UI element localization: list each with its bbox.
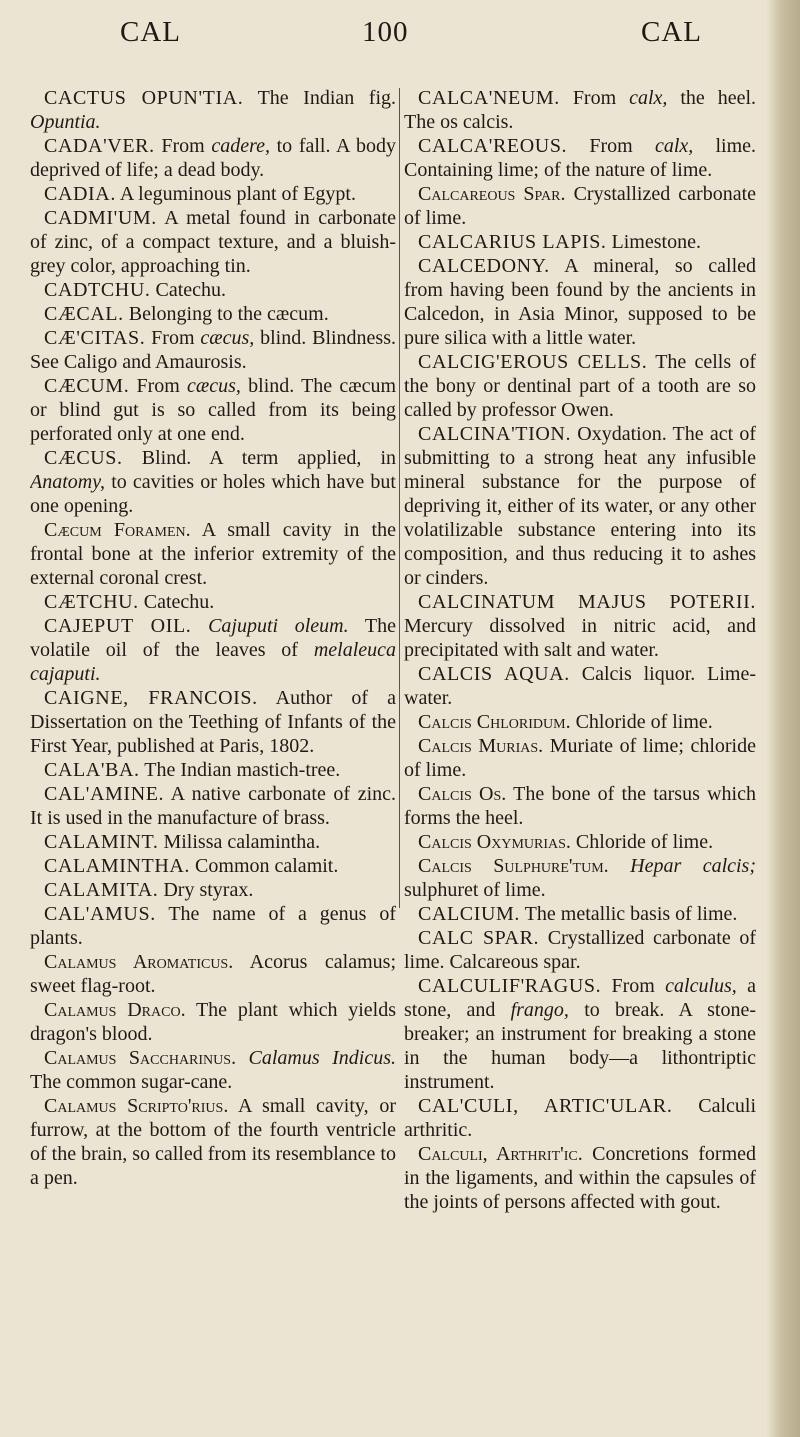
entry-text: The name of a genus of plants. <box>30 903 396 949</box>
entry-headword: CALA'BA. <box>44 759 140 781</box>
entry-text: Calcis liquor. Lime-water. <box>404 663 756 709</box>
entry-headword: CALCA'REOUS. <box>418 135 568 157</box>
entry-text: The plant which yields dragon's blood. <box>30 999 396 1045</box>
dictionary-entry <box>404 134 756 182</box>
entry-headword: CAL'AMINE. <box>44 783 165 805</box>
entry-text: The cells of the bony or dentinal part of a tooth are so called by professor Owen. <box>404 351 756 421</box>
dictionary-entry <box>30 302 396 326</box>
dictionary-entry <box>404 230 756 254</box>
entry-text: Blind. A term applied, in <box>141 447 396 469</box>
entry-italic-term: calx, <box>629 87 668 109</box>
entry-italic-term: Hepar calcis; <box>630 855 756 877</box>
entry-subheadword: Calamus Scripto'rius. <box>44 1095 229 1117</box>
entry-text: blind. The cæcum or blind gut is so called from its being perforated only at one end. <box>30 375 396 445</box>
entry-text: From <box>611 975 655 997</box>
entry-text: Chloride of lime. <box>575 831 714 853</box>
entry-text: From <box>161 135 205 157</box>
entry-text: lime. Containing lime; of the nature of lime. <box>404 135 756 181</box>
entry-subheadword: Cæcum Foramen. <box>44 519 191 541</box>
entry-text: The Indian mastich-tree. <box>144 759 341 781</box>
entry-text: Acorus calamus; sweet flag-root. <box>30 951 396 997</box>
entry-headword: CÆCUM. <box>44 375 130 397</box>
dictionary-entry <box>30 590 396 614</box>
dictionary-entry <box>404 854 756 902</box>
entry-headword: CALCINA'TION. <box>418 423 572 445</box>
entry-italic-term: calx, <box>654 135 694 157</box>
entry-text: The metallic basis of lime. <box>524 903 738 925</box>
dictionary-entry <box>30 782 396 830</box>
entry-headword: CAJEPUT OIL. <box>44 615 192 637</box>
entry-headword: CÆCUS. <box>44 447 123 469</box>
entry-headword: CALCULIF'RAGUS. <box>418 975 602 997</box>
entry-subheadword: Calamus Draco. <box>44 999 186 1021</box>
entry-text: The common sugar-cane. <box>30 1071 233 1093</box>
entry-text: Mercury dissolved in nitric acid, and precipitated with salt and water. <box>404 615 756 661</box>
dictionary-entry <box>30 854 396 878</box>
entry-text: A mineral, so called from having been found by the ancients in Calcedon, in Asia Minor, supposed to be pure silica with a little water. <box>404 255 756 349</box>
entry-text: A metal found in carbonate of zinc, of a compact texture, and a bluish-grey color, approaching tin. <box>30 207 396 277</box>
dictionary-entry <box>404 902 756 926</box>
dictionary-entry <box>30 86 396 134</box>
dictionary-entry <box>30 1046 396 1094</box>
entry-text: Muriate of lime; chloride of lime. <box>404 735 756 781</box>
entry-headword: CAL'CULI, ARTIC'ULAR. <box>418 1095 673 1117</box>
entry-text: From <box>589 135 633 157</box>
dictionary-entry <box>404 974 756 1094</box>
entry-headword: CALCEDONY. <box>418 255 550 277</box>
entry-text: Concretions formed in the ligaments, and within the capsules of the joints of persons affected with gout. <box>404 1143 756 1213</box>
entry-text: The Indian fig. <box>257 87 396 109</box>
dictionary-entry <box>30 902 396 950</box>
dictionary-entry <box>30 950 396 998</box>
dictionary-entry <box>30 878 396 902</box>
dictionary-entry <box>30 686 396 758</box>
entry-text: Oxydation. The act of submitting to a strong heat any infusible mineral substance for the purpose of depriving it, either of its water, or any other volatilizable substance entering into its composition, and thus reducing it to ashes or cinders. <box>404 423 756 589</box>
entry-headword: CAIGNE, FRANCOIS. <box>44 687 258 709</box>
entry-text: Belonging to the cæcum. <box>128 303 329 325</box>
entry-headword: CADMI'UM. <box>44 207 157 229</box>
entry-text: to break. A stone-breaker; an instrument for breaking a stone in the human body—a lithontriptic instrument. <box>404 999 756 1093</box>
entry-text: Milissa calamintha. <box>163 831 321 853</box>
header-left-guide-word: CAL <box>120 16 181 48</box>
dictionary-entry <box>404 710 756 734</box>
dictionary-entry <box>404 182 756 230</box>
entry-text: From <box>151 327 195 349</box>
right-column <box>404 86 756 1406</box>
entry-subheadword: Calcis Chloridum. <box>418 711 571 733</box>
dictionary-entry <box>404 590 756 662</box>
entry-italic-term: cæcus, <box>200 327 255 349</box>
entry-text: Calculi arthritic. <box>404 1095 756 1141</box>
entry-headword: CALCA'NEUM. <box>418 87 560 109</box>
dictionary-entry <box>404 1094 756 1142</box>
entry-italic-term: frango, <box>510 999 569 1021</box>
left-column <box>30 86 396 1406</box>
entry-text: The bone of the tarsus which forms the heel. <box>404 783 756 829</box>
entry-text: blind. Blindness. See Caligo and Amaurosis. <box>30 327 396 373</box>
entry-text: sulphuret of lime. <box>404 879 546 901</box>
entry-text: A native carbonate of zinc. It is used in the manufacture of brass. <box>30 783 396 829</box>
entry-text: Dry styrax. <box>163 879 254 901</box>
dictionary-entry <box>404 662 756 710</box>
entry-subheadword: Calculi, Arthrit'ic. <box>418 1143 583 1165</box>
entry-headword: CALCARIUS LAPIS. <box>418 231 607 253</box>
entry-headword: CÆTCHU. <box>44 591 139 613</box>
entry-headword: CALAMINTHA. <box>44 855 191 877</box>
entry-text: to cavities or holes which have but one opening. <box>30 471 396 517</box>
dictionary-entry <box>30 278 396 302</box>
entry-italic-term: cadere, <box>211 135 270 157</box>
entry-subheadword: Calcis Oxymurias. <box>418 831 571 853</box>
dictionary-entry <box>404 926 756 974</box>
dictionary-entry <box>30 758 396 782</box>
entry-text: a stone, and <box>404 975 756 1021</box>
dictionary-entry <box>30 374 396 446</box>
entry-italic-term: Calamus Indicus. <box>248 1047 396 1069</box>
entry-text: Crystallized carbonate of lime. Calcareous spar. <box>404 927 756 973</box>
dictionary-entry <box>30 518 396 590</box>
dictionary-entry <box>30 134 396 182</box>
entry-subheadword: Calcis Os. <box>418 783 507 805</box>
dictionary-entry <box>30 446 396 518</box>
dictionary-entry <box>30 1094 396 1190</box>
dictionary-entry <box>30 998 396 1046</box>
entry-text: A leguminous plant of Egypt. <box>119 183 356 205</box>
entry-headword: CALCIG'EROUS CELLS. <box>418 351 648 373</box>
dictionary-entry <box>30 326 396 374</box>
entry-subheadword: Calamus Saccharinus. <box>44 1047 237 1069</box>
entry-italic-term: calculus, <box>665 975 737 997</box>
entry-text: Crystallized carbonate of lime. <box>404 183 756 229</box>
entry-text: Catechu. <box>155 279 227 301</box>
entry-text: the heel. The os calcis. <box>404 87 756 133</box>
entry-headword: CALCINATUM MAJUS POTERII. <box>418 591 756 613</box>
entry-text: Author of a Dissertation on the Teething of Infants of the First Year, published at Paris, 1802. <box>30 687 396 757</box>
entry-subheadword: Calcareous Spar. <box>418 183 566 205</box>
dictionary-entry <box>404 734 756 782</box>
entry-headword: CALCIS AQUA. <box>418 663 570 685</box>
entry-italic-term: Anatomy, <box>30 471 105 493</box>
entry-text: Catechu. <box>143 591 215 613</box>
entry-text: Chloride of lime. <box>575 711 713 733</box>
entry-headword: CALCIUM. <box>418 903 521 925</box>
entry-headword: CADA'VER. <box>44 135 155 157</box>
entry-subheadword: Calcis Murias. <box>418 735 544 757</box>
entry-subheadword: Calamus Aromaticus. <box>44 951 234 973</box>
running-header <box>0 16 760 56</box>
entry-text: From <box>572 87 617 109</box>
dictionary-entry <box>404 422 756 590</box>
entry-text: Limestone. <box>611 231 701 253</box>
entry-headword: CADTCHU. <box>44 279 151 301</box>
entry-text: A small cavity in the frontal bone at the inferior extremity of the external coronal crest. <box>30 519 396 589</box>
dictionary-entry <box>30 830 396 854</box>
column-divider <box>399 88 400 908</box>
dictionary-entry <box>404 1142 756 1214</box>
entry-headword: CALAMITA. <box>44 879 159 901</box>
entry-text: Common calamit. <box>195 855 339 877</box>
page-edge-shadow <box>766 0 800 1437</box>
entry-headword: CAL'AMUS. <box>44 903 156 925</box>
entry-headword: CADIA. <box>44 183 116 205</box>
entry-headword: CÆ'CITAS. <box>44 327 146 349</box>
dictionary-entry <box>404 86 756 134</box>
entry-text: The volatile oil of the leaves of <box>30 615 396 661</box>
dictionary-entry <box>30 182 396 206</box>
entry-italic-term: Opuntia. <box>30 111 101 133</box>
entry-headword: CACTUS OPUN'TIA. <box>44 87 244 109</box>
header-right-guide-word: CAL <box>641 16 702 48</box>
entry-text: From <box>136 375 180 397</box>
entry-headword: CALAMINT. <box>44 831 159 853</box>
dictionary-entry <box>30 206 396 278</box>
entry-text: A small cavity, or furrow, at the bottom of the fourth ventricle of the brain, so called from its resemblance to a pen. <box>30 1095 396 1189</box>
dictionary-entry <box>404 830 756 854</box>
entry-text: to fall. A body deprived of life; a dead body. <box>30 135 396 181</box>
entry-headword: CALC SPAR. <box>418 927 540 949</box>
page-number: 100 <box>362 16 409 48</box>
dictionary-entry <box>404 782 756 830</box>
entry-italic-term: melaleuca cajaputi. <box>30 639 396 685</box>
entry-italic-term: cæcus, <box>187 375 241 397</box>
dictionary-entry <box>30 614 396 686</box>
entry-headword: CÆCAL. <box>44 303 124 325</box>
entry-italic-term: Cajuputi oleum. <box>208 615 349 637</box>
dictionary-entry <box>404 350 756 422</box>
dictionary-entry <box>404 254 756 350</box>
entry-subheadword: Calcis Sulphure'tum. <box>418 855 609 877</box>
